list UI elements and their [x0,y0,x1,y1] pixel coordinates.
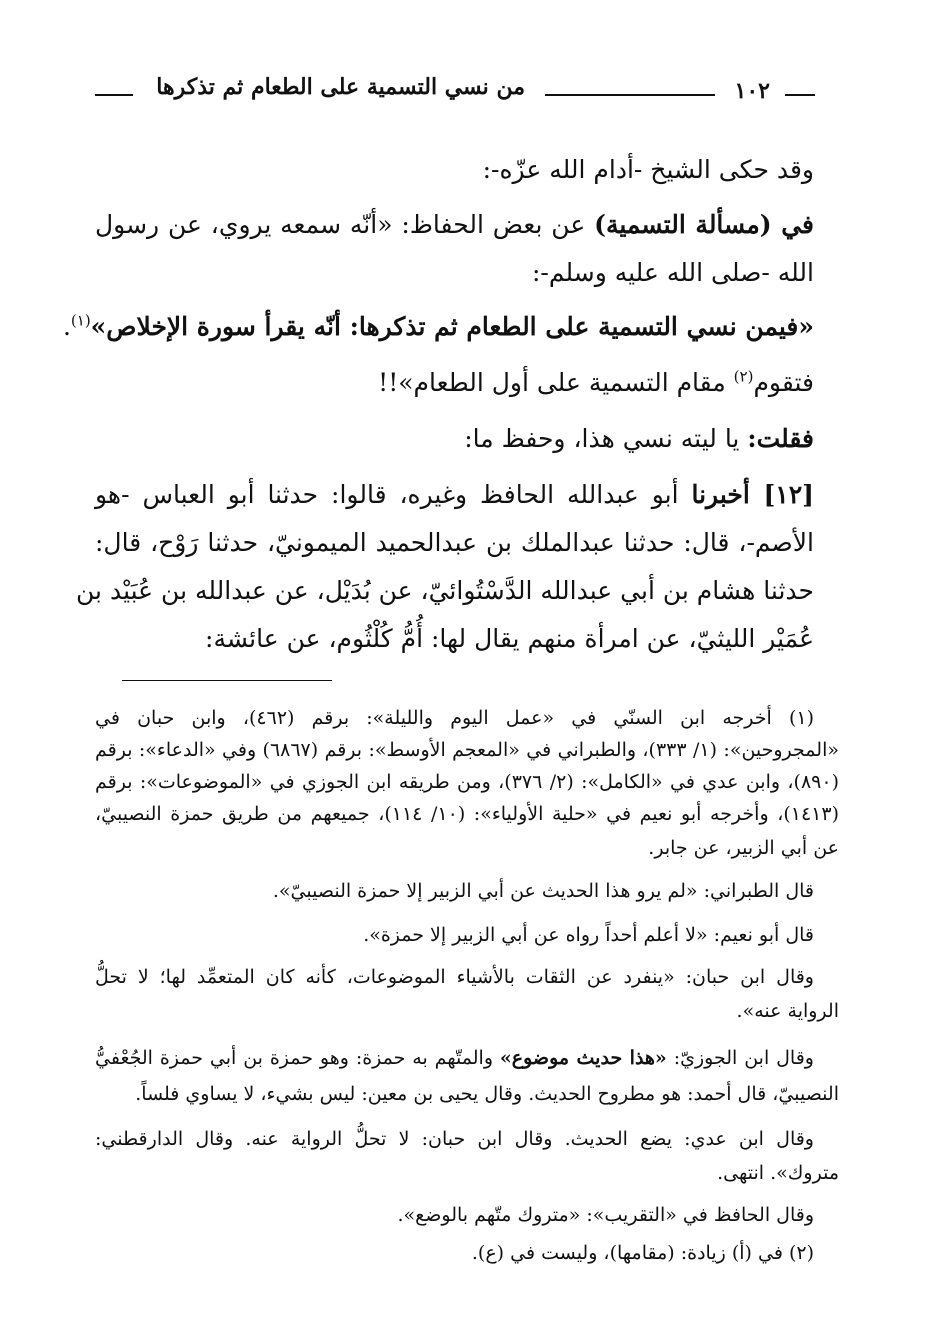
header-title: من نسي التسمية على الطعام ثم تذكرها [156,74,525,100]
text-run: الله -صلى الله عليه وسلم-: [531,258,814,287]
footnote-line: وقال الحافظ في «التقريب»: «متروك متّهم بالوضع». [397,1204,814,1226]
footnote-line: الرواية عنه». [736,1000,839,1022]
text-run: حدثنا هشام بن أبي عبدالله الدَّسْتُوائيّ، عن بُدَيْل، عن عبدالله بن عُبَيْد بن [76,576,814,605]
paragraph-line [205,624,814,654]
footnote-line: قال أبو نعيم: «لا أعلم أحداً رواه عن أبي الزبير إلا حمزة». [363,924,814,946]
paragraph-line [378,368,814,398]
paragraph-line [76,576,814,606]
paragraph-line [464,424,814,454]
paragraph-line [95,480,814,510]
footnote-line: (٢) في (أ) زيادة: (مقامها)، وليست في (ع). [471,1242,814,1264]
bold-run: «هذا حديث موضوع» [499,1047,667,1069]
text-run: مقام التسمية على أول الطعام»!! [378,368,734,397]
header-rule-left [95,94,133,96]
text-run: عن بعض الحفاظ: «أنّه سمعه يروي، عن رسول [95,210,595,239]
text-run: فتقوم [753,368,814,397]
footnote-line: متروك». انتهى. [717,1162,839,1184]
page-number: ١٠٢ [734,78,770,104]
paragraph-line [532,258,814,288]
footnote-line: النصيبيّ، قال أحمد: هو مطروح الحديث. وقال يحيى بن معين: ليس بشيء، لا يساوي فلساً. [135,1083,839,1105]
text-run: وقد حكى الشيخ -أدام الله عزّه-: [482,155,814,184]
running-header [95,72,815,112]
bold-run: [١٢] أخبرنا [691,480,814,509]
footnote-line: وقال ابن عدي: يضع الحديث. وقال ابن حبان: لا تحلُّ الرواية عنه. وقال الدارقطني: [95,1128,814,1150]
footnote-line: وقال ابن حبان: «ينفرد عن الثقات بالأشياء الموضوعات، كأنه كان المتعمِّد لها؛ لا تحلُّ [95,966,814,988]
text-run: الأصم-، قال: حدثنا عبدالملك بن عبدالحميد الميمونيّ، حدثنا رَوْح، قال: [95,528,814,557]
paragraph-line [95,528,814,558]
quoted-hadith [63,312,814,342]
footnote-separator [122,680,332,681]
paragraph-line [95,210,814,240]
footnote-line: (١) أخرجه ابن السنّي في «عمل اليوم والليلة»: برقم (٤٦٢)، وابن حبان في [95,707,814,729]
header-rule-middle [545,94,715,96]
header-rule-right [785,94,815,96]
footnote-line: قال الطبراني: «لم يرو هذا الحديث عن أبي الزبير إلا حمزة النصيبيّ». [272,880,814,902]
footnote-line: «المجروحين»: (١/ ٣٣٣)، والطبراني في «المعجم الأوسط»: برقم (٦٨٦٧) وفي «الدعاء»: برقم [95,739,839,761]
bold-run: في (مسألة التسمية) [594,210,815,239]
bold-run: فقلت: [747,424,814,453]
paragraph-line [483,155,814,185]
footnote-line: (١٤١٣)، وأخرجه أبو نعيم في «حلية الأولياء»: (١٠/ ١١٤)، جميعهم من طريق حمزة النصيبيّ، [95,803,839,825]
footnote-line [95,1045,814,1071]
text-run: عُمَيْر الليثيّ، عن امرأة منهم يقال لها: أُمُّ كُلْثُوم، عن عائشة: [205,624,814,653]
text-run: يا ليته نسي هذا، وحفظ ما: [464,424,748,453]
footnote-ref: (١) [70,311,91,330]
text-run: . [62,312,71,341]
bold-run: «فيمن نسي التسمية على الطعام ثم تذكرها: أنّه يقرأ سورة الإخلاص» [90,312,814,341]
text-run: والمتّهم به حمزة: وهو حمزة بن أبي حمزة الجُعْفيُّ [95,1047,500,1069]
text-run: أبو عبدالله الحافظ وغيره، قالوا: حدثنا أبو العباس -هو [95,480,692,509]
text-run: وقال ابن الجوزيّ: [666,1047,814,1069]
footnote-ref: (٢) [733,367,754,386]
footnote-line: (٨٩٠)، وابن عدي في «الكامل»: (٢/ ٣٧٦)، ومن طريقه ابن الجوزي في «الموضوعات»: برقم [95,771,839,793]
footnote-line: عن أبي الزبير، عن جابر. [648,837,839,859]
